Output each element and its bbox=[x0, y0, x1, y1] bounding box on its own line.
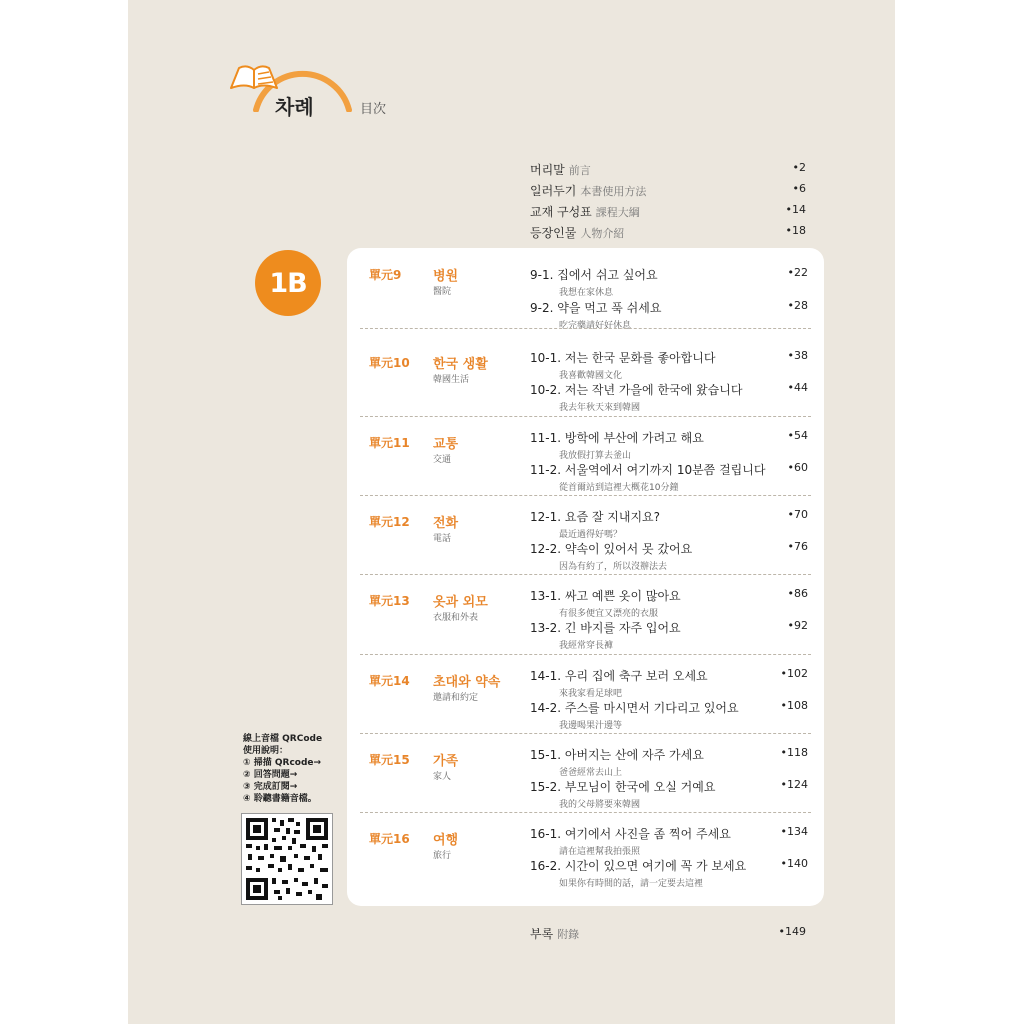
lesson-title-zh: 爸爸經常去山上 bbox=[559, 768, 623, 778]
page-number: •118 bbox=[780, 746, 808, 759]
toc-entry-preface[interactable] bbox=[530, 161, 806, 182]
book-icon bbox=[228, 58, 280, 94]
unit-number: 單元15 bbox=[369, 753, 410, 767]
entry-title-ko: 머리말 bbox=[530, 163, 565, 177]
unit-title-ko: 한국 생활 bbox=[433, 357, 488, 372]
divider bbox=[360, 733, 811, 734]
page-number: •124 bbox=[780, 778, 808, 791]
unit-11 bbox=[347, 416, 824, 495]
lesson-title-ko: 12-2. 약속이 있어서 못 갔어요 bbox=[530, 542, 693, 556]
lesson-entry[interactable] bbox=[530, 825, 808, 857]
lesson-entry[interactable] bbox=[530, 667, 808, 699]
unit-12 bbox=[347, 495, 824, 574]
qr-note-line: ③ 完成訂閱→ bbox=[243, 782, 298, 792]
lesson-title-ko: 14-1. 우리 집에 축구 보러 오세요 bbox=[530, 669, 708, 683]
unit-title-zh: 電話 bbox=[433, 534, 452, 544]
unit-title-zh: 旅行 bbox=[433, 851, 452, 861]
page-number: •14 bbox=[785, 203, 806, 216]
page-number: •92 bbox=[787, 619, 808, 632]
qr-note-line: 使用說明： bbox=[243, 746, 289, 756]
unit-title-ko: 가족 bbox=[433, 754, 459, 769]
entry-title-zh: 人物介紹 bbox=[580, 227, 625, 240]
unit-number: 單元12 bbox=[369, 515, 410, 529]
lesson-title-ko: 11-2. 서울역에서 여기까지 10분쯤 걸립니다 bbox=[530, 463, 766, 477]
lesson-entry[interactable] bbox=[530, 540, 808, 572]
lesson-title-zh: 因為有約了，所以沒辦法去 bbox=[559, 562, 668, 572]
lesson-entry[interactable] bbox=[530, 587, 808, 619]
toc-header bbox=[228, 50, 428, 130]
lesson-entry[interactable] bbox=[530, 381, 808, 413]
entry-title-zh: 本書使用方法 bbox=[580, 185, 647, 198]
lesson-entry[interactable] bbox=[530, 461, 808, 493]
unit-title-ko: 옷과 외모 bbox=[433, 595, 488, 610]
toc-entry-how-to-use[interactable] bbox=[530, 182, 806, 203]
divider bbox=[360, 812, 811, 813]
lesson-title-ko: 9-1. 집에서 쉬고 싶어요 bbox=[530, 268, 658, 282]
lesson-title-ko: 16-1. 여기에서 사진을 좀 찍어 주세요 bbox=[530, 827, 731, 841]
toc-entry-syllabus[interactable] bbox=[530, 203, 806, 224]
qr-note-line: ① 掃描 QRcode→ bbox=[243, 758, 322, 768]
lesson-title-ko: 10-1. 저는 한국 문화를 좋아합니다 bbox=[530, 351, 716, 365]
page-number: •70 bbox=[787, 508, 808, 521]
unit-15 bbox=[347, 733, 824, 812]
page-number: •22 bbox=[787, 266, 808, 279]
lesson-entry[interactable] bbox=[530, 266, 808, 298]
entry-title-zh: 課程大綱 bbox=[595, 206, 640, 219]
units-panel bbox=[347, 248, 824, 906]
qr-note-line: ④ 聆聽書籍音檔。 bbox=[243, 794, 317, 804]
lesson-title-zh: 吃完藥請好好休息 bbox=[559, 321, 632, 331]
lesson-entry[interactable] bbox=[530, 619, 808, 651]
unit-title-zh: 韓國生活 bbox=[433, 375, 470, 385]
qr-note-line: ② 回答問題→ bbox=[243, 770, 298, 780]
unit-10 bbox=[347, 336, 824, 415]
lesson-title-zh: 我邊喝果汁邊等 bbox=[559, 721, 623, 731]
unit-16 bbox=[347, 812, 824, 891]
unit-title-zh: 交通 bbox=[433, 455, 452, 465]
entry-title-zh: 附錄 bbox=[557, 928, 580, 941]
lesson-title-ko: 12-1. 요즘 잘 지내지요? bbox=[530, 510, 661, 524]
entry-title-ko: 일러두기 bbox=[530, 184, 577, 198]
lesson-title-ko: 11-1. 방학에 부산에 가려고 해요 bbox=[530, 431, 704, 445]
qr-code-icon bbox=[242, 814, 332, 904]
unit-number: 單元9 bbox=[369, 268, 402, 282]
lesson-title-zh: 我想在家休息 bbox=[559, 288, 614, 298]
lesson-title-ko: 16-2. 시간이 있으면 여기에 꼭 가 보세요 bbox=[530, 859, 747, 873]
lesson-entry[interactable] bbox=[530, 349, 808, 381]
page-number: •102 bbox=[780, 667, 808, 680]
lesson-title-zh: 我喜歡韓國文化 bbox=[559, 371, 623, 381]
unit-title-zh: 家人 bbox=[433, 772, 452, 782]
unit-title-zh: 醫院 bbox=[433, 287, 452, 297]
unit-number: 單元13 bbox=[369, 594, 410, 608]
page-number: •108 bbox=[780, 699, 808, 712]
unit-number: 單元14 bbox=[369, 674, 410, 688]
page-number: •76 bbox=[787, 540, 808, 553]
toc-entry-appendix[interactable] bbox=[530, 925, 806, 943]
page-number: •86 bbox=[787, 587, 808, 600]
unit-title-ko: 병원 bbox=[433, 269, 459, 284]
unit-13 bbox=[347, 574, 824, 653]
entry-title-ko: 부록 bbox=[530, 927, 554, 941]
page-number: •2 bbox=[792, 161, 806, 174]
lesson-title-zh: 如果你有時間的話，請一定要去這裡 bbox=[559, 879, 704, 889]
lesson-title-zh: 從首爾站到這裡大概花10分鐘 bbox=[559, 483, 679, 493]
lesson-entry[interactable] bbox=[530, 857, 808, 889]
page-number: •18 bbox=[785, 224, 806, 237]
lesson-title-ko: 10-2. 저는 작년 가을에 한국에 왔습니다 bbox=[530, 383, 743, 397]
unit-number: 單元16 bbox=[369, 832, 410, 846]
lesson-entry[interactable] bbox=[530, 699, 808, 731]
lesson-title-ko: 13-1. 싸고 예쁜 옷이 많아요 bbox=[530, 589, 681, 603]
divider bbox=[360, 495, 811, 496]
page-number: •44 bbox=[787, 381, 808, 394]
lesson-title-zh: 我經常穿長褲 bbox=[559, 641, 614, 651]
page-title: 차례 bbox=[275, 95, 314, 119]
unit-title-ko: 여행 bbox=[433, 833, 459, 848]
page-number: •149 bbox=[778, 925, 806, 938]
divider bbox=[360, 416, 811, 417]
lesson-entry[interactable] bbox=[530, 429, 808, 461]
unit-title-zh: 邀請和約定 bbox=[433, 693, 479, 703]
lesson-title-zh: 我去年秋天來到韓國 bbox=[559, 403, 641, 413]
front-matter-list bbox=[530, 161, 806, 245]
entry-title-zh: 前言 bbox=[568, 164, 591, 177]
page-number: •60 bbox=[787, 461, 808, 474]
lesson-title-zh: 來我家看足球吧 bbox=[559, 689, 623, 699]
unit-number: 單元10 bbox=[369, 356, 410, 370]
lesson-title-ko: 9-2. 약을 먹고 푹 쉬세요 bbox=[530, 301, 662, 315]
unit-9 bbox=[347, 248, 824, 331]
lesson-title-ko: 14-2. 주스를 마시면서 기다리고 있어요 bbox=[530, 701, 739, 715]
qr-code[interactable] bbox=[241, 813, 333, 905]
unit-title-ko: 교통 bbox=[433, 437, 459, 452]
page-number: •54 bbox=[787, 429, 808, 442]
divider bbox=[360, 574, 811, 575]
divider bbox=[360, 328, 811, 329]
qr-instructions bbox=[243, 733, 347, 805]
lesson-title-ko: 15-1. 아버지는 산에 자주 가세요 bbox=[530, 748, 704, 762]
lesson-title-zh: 最近過得好嗎？ bbox=[559, 530, 623, 540]
unit-number: 單元11 bbox=[369, 436, 410, 450]
lesson-title-zh: 我放假打算去釜山 bbox=[559, 451, 632, 461]
lesson-title-ko: 13-2. 긴 바지를 자주 입어요 bbox=[530, 621, 681, 635]
page-number: •134 bbox=[780, 825, 808, 838]
entry-title-ko: 등장인물 bbox=[530, 226, 577, 240]
unit-14 bbox=[347, 654, 824, 733]
lesson-title-zh: 有很多便宜又漂亮的衣服 bbox=[559, 609, 659, 619]
lesson-entry[interactable] bbox=[530, 746, 808, 778]
unit-title-zh: 衣服和外表 bbox=[433, 613, 479, 623]
entry-title-ko: 교재 구성표 bbox=[530, 205, 592, 219]
page-number: •6 bbox=[792, 182, 806, 195]
lesson-entry[interactable] bbox=[530, 299, 808, 331]
unit-title-ko: 초대와 약속 bbox=[433, 675, 501, 690]
lesson-entry[interactable] bbox=[530, 508, 808, 540]
page-subtitle: 目次 bbox=[360, 102, 387, 117]
page-number: •28 bbox=[787, 299, 808, 312]
level-badge: 1B bbox=[255, 250, 321, 316]
lesson-title-ko: 15-2. 부모님이 한국에 오실 거예요 bbox=[530, 780, 716, 794]
toc-entry-characters[interactable] bbox=[530, 224, 806, 245]
lesson-title-zh: 我的父母將要來韓國 bbox=[559, 800, 641, 810]
qr-note-line: 線上音檔 QRCode bbox=[243, 734, 323, 744]
lesson-title-zh: 請在這裡幫我拍張照 bbox=[559, 847, 641, 857]
page-number: •38 bbox=[787, 349, 808, 362]
unit-title-ko: 전화 bbox=[433, 516, 459, 531]
lesson-entry[interactable] bbox=[530, 778, 808, 810]
page-number: •140 bbox=[780, 857, 808, 870]
divider bbox=[360, 654, 811, 655]
